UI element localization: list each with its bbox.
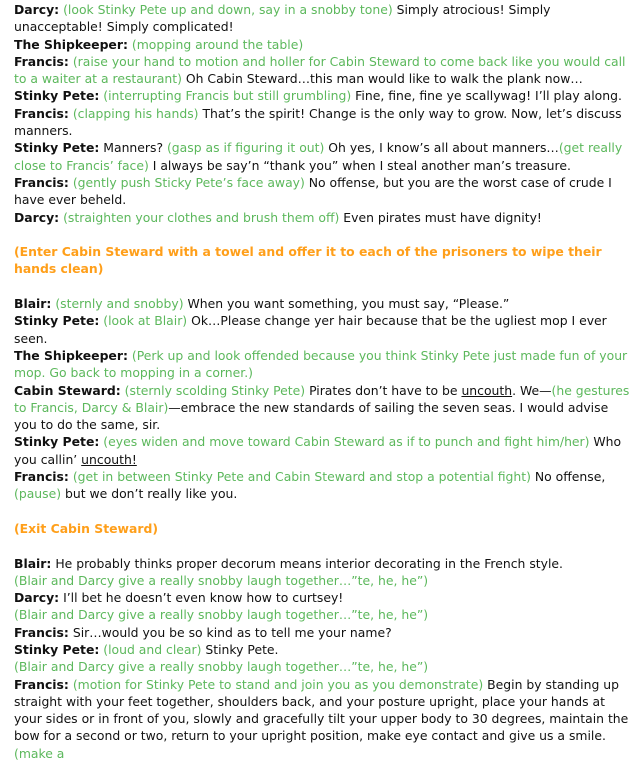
speaker-name: The Shipkeeper: (14, 36, 128, 52)
speaker-name: Stinky Pete: (14, 140, 100, 156)
dialogue-line (14, 676, 630, 762)
stage-direction-inline: (get really close to Francis’ face) (14, 140, 623, 173)
speaker-name: Cabin Steward: (14, 382, 121, 398)
dialogue-text: but we don’t really like you. (61, 486, 238, 502)
speaker-name: Blair: (14, 555, 52, 571)
dialogue-line (14, 433, 630, 468)
speaker-name: Francis: (14, 105, 69, 121)
dialogue-text: Pirates don’t have to be (305, 382, 462, 398)
dialogue-line (14, 209, 630, 226)
dialogue-text: Begin by standing up straight with your feet together, shoulders back, and your posture upright, place your hands at your sides or in front of you, slowly and gracefully tilt your upper body to 30 degrees, maintain the bow for a second or two, return to your upright position, make eye contact and give us a smile. (14, 676, 629, 744)
dialogue-line (14, 555, 630, 572)
stage-direction-inline: (interrupting Francis but still grumbling) (103, 88, 352, 104)
stage-direction-inline: (motion for Stinky Pete to stand and join you as you demonstrate) (72, 676, 484, 692)
speaker-name: The Shipkeeper: (14, 347, 128, 363)
dialogue-text: I’ll bet he doesn’t even know how to curtsey! (63, 590, 344, 606)
speaker-name: Stinky Pete: (14, 313, 100, 329)
dialogue-text: Manners? (103, 140, 167, 156)
dialogue-line (14, 53, 630, 88)
stage-direction-inline: (he gestures to Francis, Darcy & Blair) (14, 382, 630, 415)
stage-direction-inline: (look Stinky Pete up and down, say in a snobby tone) (63, 2, 393, 17)
speaker-name: Francis: (14, 53, 69, 69)
dialogue-line (14, 468, 630, 503)
dialogue-text: No offense, (530, 469, 606, 485)
speaker-name: Francis: (14, 676, 69, 692)
stage-direction-inline: (sternly scolding Stinky Pete) (124, 382, 306, 398)
stage-direction-inline: (raise your hand to motion and holler for Cabin Steward to come back like you would call to a waiter at a restaurant) (14, 53, 626, 87)
dialogue-text: —embrace the new standards of sailing the seven seas. I would advise you to do the same, sir. (14, 399, 609, 433)
dialogue-text: Ok…Please change yer hair because that be the ugliest mop I ever seen. (14, 313, 607, 346)
blank-line (14, 503, 630, 520)
dialogue-text: Fine, fine, fine ye scallywag! I’ll play along. (351, 88, 622, 104)
direction-line: (Blair and Darcy give a really snobby laugh together…”te, he, he”) (14, 659, 429, 675)
speaker-name: Francis: (14, 469, 69, 485)
underlined-word: uncouth! (81, 451, 137, 467)
stage-direction-inline: (eyes widen and move toward Cabin Steward as if to punch and fight him/her) (103, 434, 590, 450)
speaker-name: Darcy: (14, 2, 60, 17)
speaker-name: Darcy: (14, 590, 60, 606)
speaker-name: Darcy: (14, 209, 60, 225)
dialogue-text: Oh Cabin Steward…this man would like to walk the plank now… (181, 71, 583, 87)
direction-line: (Blair and Darcy give a really snobby laugh together…”te, he, he”) (14, 572, 429, 588)
stage-direction-inline: (mopping around the table) (131, 36, 304, 52)
dialogue-line (14, 347, 630, 382)
dialogue-text: Even pirates must have dignity! (339, 209, 542, 225)
dialogue-text: He probably thinks proper decorum means interior decorating in the French style. (55, 555, 563, 571)
stage-direction-inline: (make a (14, 745, 65, 761)
dialogue-line (14, 312, 630, 347)
stage-direction-inline: (Perk up and look offended because you think Stinky Pete just made fun of your mop. Go back to mopping in a corner.) (14, 347, 628, 381)
speaker-name: Stinky Pete: (14, 434, 100, 450)
stage-direction-inline: (look at Blair) (103, 313, 188, 329)
stage-direction-inline: (loud and clear) (103, 641, 202, 657)
dialogue-text: Stinky Pete. (201, 641, 279, 657)
dialogue-text: When you want something, you must say, “Please.” (183, 296, 510, 312)
stage-direction-inline: (clapping his hands) (72, 105, 199, 121)
stage-direction-inline: (gently push Sticky Pete’s face away) (72, 174, 305, 190)
dialogue-text: Who you callin’ (14, 434, 622, 467)
dialogue-line (14, 36, 630, 53)
dialogue-text: Oh yes, I know’s all about manners… (324, 140, 559, 156)
blank-line (14, 278, 630, 295)
stage-direction: (Enter Cabin Steward with a towel and offer it to each of the prisoners to wipe their hands clean) (14, 244, 602, 277)
speaker-name: Blair: (14, 296, 52, 312)
speaker-name: Stinky Pete: (14, 88, 100, 104)
blank-line (14, 537, 630, 554)
dialogue-text: That’s the spirit! Change is the only way to grow. Now, let’s discuss manners. (14, 105, 622, 139)
dialogue-line (14, 87, 630, 104)
dialogue-line (14, 105, 630, 140)
dialogue-line (14, 174, 630, 209)
dialogue-text: Sir…would you be so kind as to tell me your name? (72, 624, 392, 640)
dialogue-line (14, 139, 630, 174)
stage-direction-inline: (straighten your clothes and brush them off) (63, 209, 340, 225)
dialogue-text: Simply atrocious! Simply unacceptable! Simply complicated! (14, 2, 551, 35)
blank-line (14, 226, 630, 243)
stage-direction-inline: (get in between Stinky Pete and Cabin Steward and stop a potential fight) (72, 469, 531, 485)
dialogue-text: No offense, but you are the worst case of crude I have ever beheld. (14, 174, 612, 208)
stage-direction-inline: (sternly and snobby) (55, 296, 184, 312)
underlined-word: uncouth (461, 382, 513, 398)
dialogue-line (14, 624, 630, 641)
dialogue-line (14, 641, 630, 658)
dialogue-line (14, 382, 630, 434)
stage-direction-inline: (pause) (14, 486, 62, 502)
speaker-name: Francis: (14, 624, 69, 640)
speaker-name: Stinky Pete: (14, 641, 100, 657)
stage-direction-inline: (gasp as if figuring it out) (166, 140, 325, 156)
dialogue-text: . We— (512, 382, 552, 398)
direction-line: (Blair and Darcy give a really snobby laugh together…”te, he, he”) (14, 607, 429, 623)
speaker-name: Francis: (14, 174, 69, 190)
dialogue-line (14, 295, 630, 312)
dialogue-text: I always be say’n “thank you” when I steal another man’s treasure. (148, 157, 571, 173)
dialogue-line (14, 1, 630, 36)
dialogue-line (14, 589, 630, 606)
stage-direction: (Exit Cabin Steward) (14, 520, 159, 536)
